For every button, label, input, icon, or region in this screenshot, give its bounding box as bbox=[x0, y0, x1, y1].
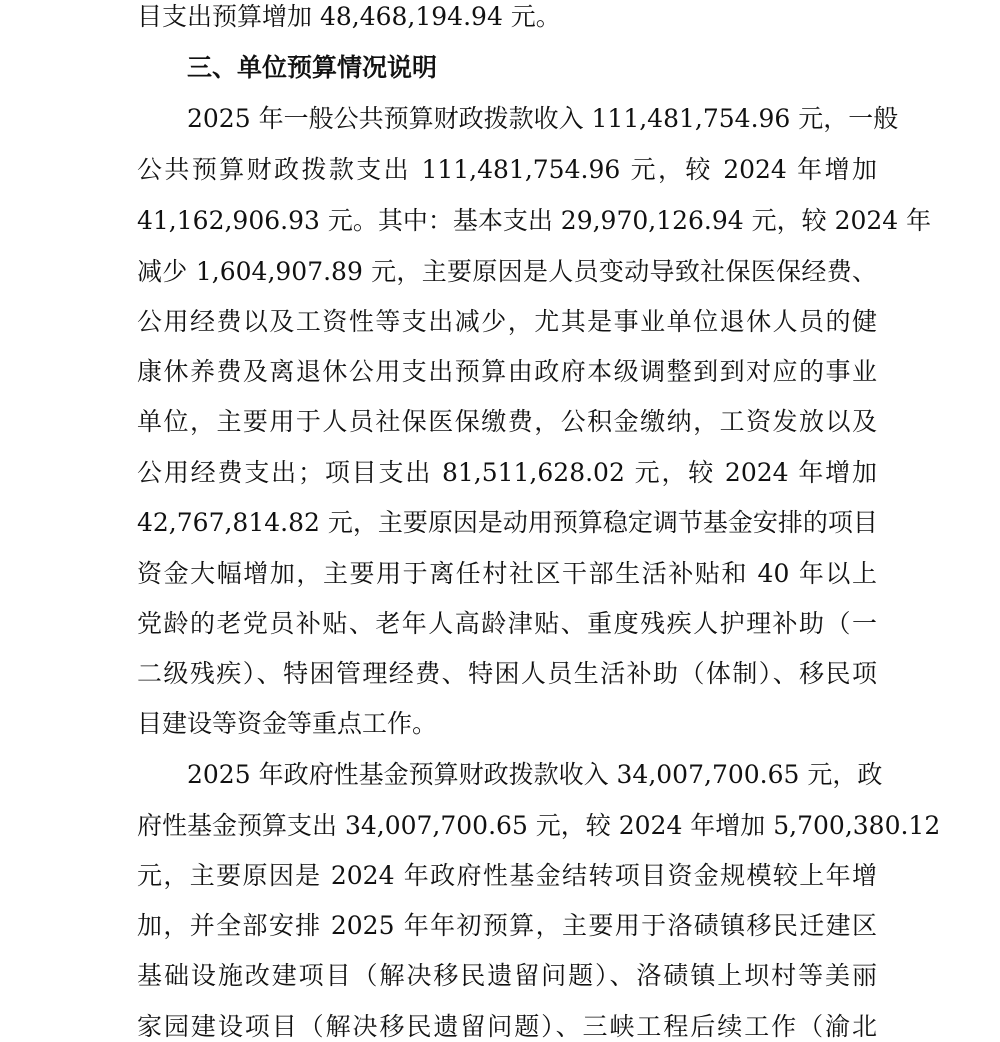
text-line: 减少 1,604,907.89 元，主要原因是人员变动导致社保医保经费、 bbox=[137, 257, 877, 286]
text-line: 公共预算财政拨款支出 111,481,754.96 元，较 2024 年增加 bbox=[137, 155, 877, 184]
text-line: 府性基金预算支出 34,007,700.65 元，较 2024 年增加 5,700,380.12 bbox=[137, 811, 941, 840]
section-heading: 三、单位预算情况说明 bbox=[187, 53, 438, 82]
text-line: 基础设施改建项目（解决移民遗留问题）、洛碛镇上坝村等美丽 bbox=[137, 961, 877, 990]
text-line: 42,767,814.82 元，主要原因是动用预算稳定调节基金安排的项目 bbox=[137, 508, 878, 537]
text-line: 加，并全部安排 2025 年年初预算，主要用于洛碛镇移民迁建区 bbox=[137, 911, 877, 940]
text-line: 二级残疾）、特困管理经费、特困人员生活补助（体制）、移民项 bbox=[137, 659, 877, 688]
text-line: 2025 年政府性基金预算财政拨款收入 34,007,700.65 元，政 bbox=[187, 760, 883, 789]
text-line: 目支出预算增加 48,468,194.94 元。 bbox=[137, 2, 561, 31]
text-line: 康休养费及离退休公用支出预算由政府本级调整到到对应的事业 bbox=[137, 357, 877, 386]
text-line: 家园建设项目（解决移民遗留问题）、三峡工程后续工作（渝北 bbox=[137, 1012, 877, 1041]
text-line: 党龄的老党员补贴、老年人高龄津贴、重度残疾人护理补助（一 bbox=[137, 609, 877, 638]
text-line: 元，主要原因是 2024 年政府性基金结转项目资金规模较上年增 bbox=[137, 861, 877, 890]
text-line: 公用经费以及工资性等支出减少，尤其是事业单位退休人员的健 bbox=[137, 307, 877, 336]
text-line: 目建设等资金等重点工作。 bbox=[137, 709, 438, 738]
text-line: 41,162,906.93 元。其中：基本支出 29,970,126.94 元，较 2024 年 bbox=[137, 206, 932, 235]
text-line: 2025 年一般公共预算财政拨款收入 111,481,754.96 元，一般 bbox=[187, 104, 899, 133]
text-line: 资金大幅增加，主要用于离任村社区干部生活补贴和 40 年以上 bbox=[137, 559, 877, 588]
text-line: 公用经费支出；项目支出 81,511,628.02 元，较 2024 年增加 bbox=[137, 458, 877, 487]
text-line: 单位，主要用于人员社保医保缴费，公积金缴纳，工资发放以及 bbox=[137, 407, 877, 436]
